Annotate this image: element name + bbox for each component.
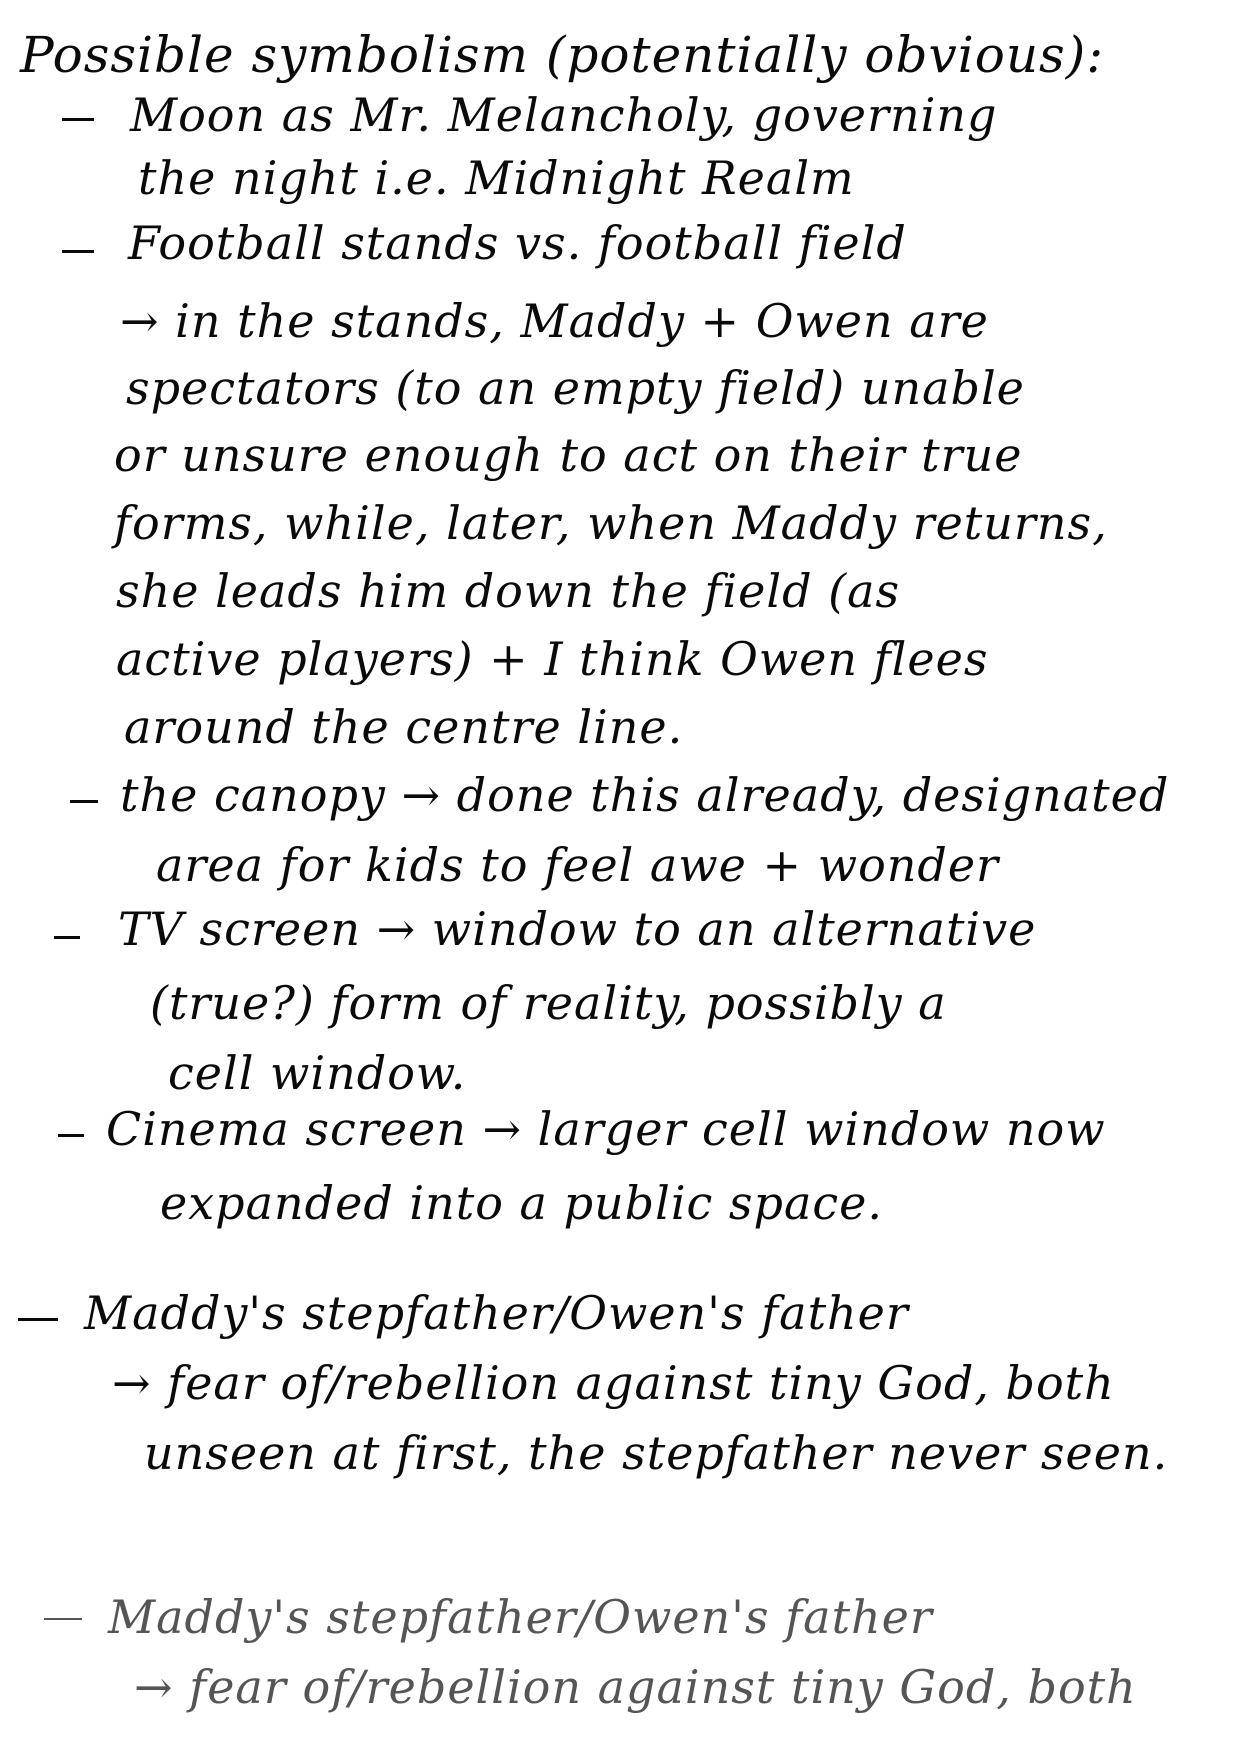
note-line: or unsure enough to act on their true: [114, 428, 1023, 482]
bullet-dash: [62, 118, 94, 121]
note-line: the canopy → done this already, designated: [120, 768, 1170, 822]
faded-note-line: → fear of/rebellion against tiny God, both: [134, 1660, 1137, 1714]
bullet-dash: [54, 936, 80, 939]
note-line: → in the stands, Maddy + Owen are: [120, 294, 989, 348]
bullet-dash: [70, 800, 98, 803]
bullet-dash: [18, 1318, 58, 1321]
note-line: active players) + I think Owen flees: [116, 632, 989, 686]
note-line: she leads him down the field (as: [116, 564, 901, 618]
note-line: (true?) form of reality, possibly a: [150, 976, 947, 1030]
bullet-dash: [58, 1134, 84, 1137]
note-line: TV screen → window to an alternative: [118, 902, 1037, 956]
note-line: Cinema screen → larger cell window now: [106, 1102, 1106, 1156]
note-line: area for kids to feel awe + wonder: [156, 838, 1000, 892]
bullet-dash: [62, 250, 94, 253]
note-line: Football stands vs. football field: [128, 216, 907, 270]
bullet-dash: [44, 1618, 82, 1620]
note-line: forms, while, later, when Maddy returns,: [114, 496, 1108, 550]
note-line: Moon as Mr. Melancholy, governing: [130, 88, 998, 142]
note-line: Maddy's stepfather/Owen's father: [84, 1286, 909, 1340]
note-line: → fear of/rebellion against tiny God, both: [112, 1356, 1115, 1410]
note-line: expanded into a public space.: [160, 1176, 883, 1230]
note-line: the night i.e. Midnight Realm: [138, 151, 855, 205]
faded-note-line: Maddy's stepfather/Owen's father: [108, 1590, 933, 1644]
notes-heading: Possible symbolism (potentially obvious):: [20, 26, 1105, 84]
note-line: unseen at first, the stepfather never seen.: [144, 1426, 1169, 1480]
note-line: spectators (to an empty field) unable: [126, 361, 1025, 415]
note-line: around the centre line.: [124, 700, 684, 754]
note-line: cell window.: [168, 1046, 467, 1100]
